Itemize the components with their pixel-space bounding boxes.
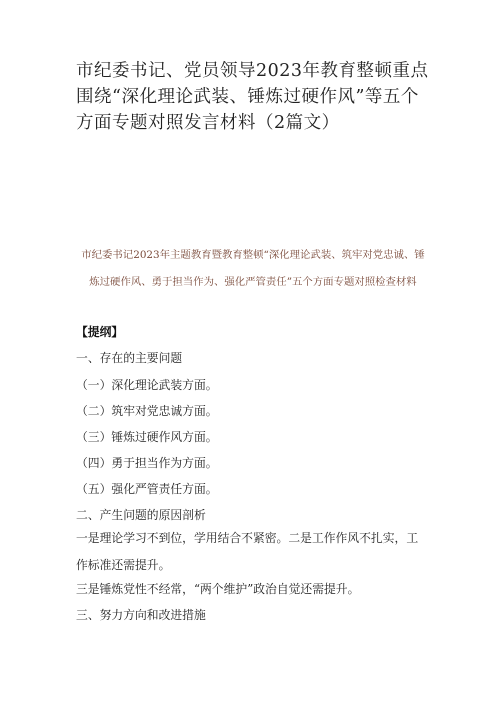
section-heading-measures: 三、努力方向和改进措施 <box>76 608 206 622</box>
list-item: （一）深化理论武装方面。 <box>76 378 218 392</box>
section-heading-causes: 二、产生问题的原因剖析 <box>76 508 206 522</box>
list-item: （四）勇于担当作为方面。 <box>76 456 218 470</box>
list-item: （五）强化严管责任方面。 <box>76 482 218 496</box>
paragraph: 三是锤炼党性不经常，“两个维护”政治自觉还需提升。 <box>76 582 360 596</box>
outline-heading: 【提纲】 <box>76 325 124 339</box>
section-heading-problems: 一、存在的主要问题 <box>76 351 183 365</box>
list-item: （三）锤炼过硬作风方面。 <box>76 430 218 444</box>
list-item: （二）筑牢对党忠诚方面。 <box>76 404 218 418</box>
paragraph: 一是理论学习不到位，学用结合不紧密。二是工作作风不扎实，工作标准还需提升。 <box>76 531 419 572</box>
document-title: 市纪委书记、党员领导2023年教育整顿重点围绕“深化理论武装、锤炼过硬作风”等五个方面专题对照发言材料（2篇文） <box>76 61 429 133</box>
document-subtitle: 市纪委书记2023年主题教育暨教育整顿“深化理论武装、筑牢对党忠诚、锤炼过硬作风、勇于担当作为、强化严管责任”五个方面专题对照检查材料 <box>81 249 425 288</box>
